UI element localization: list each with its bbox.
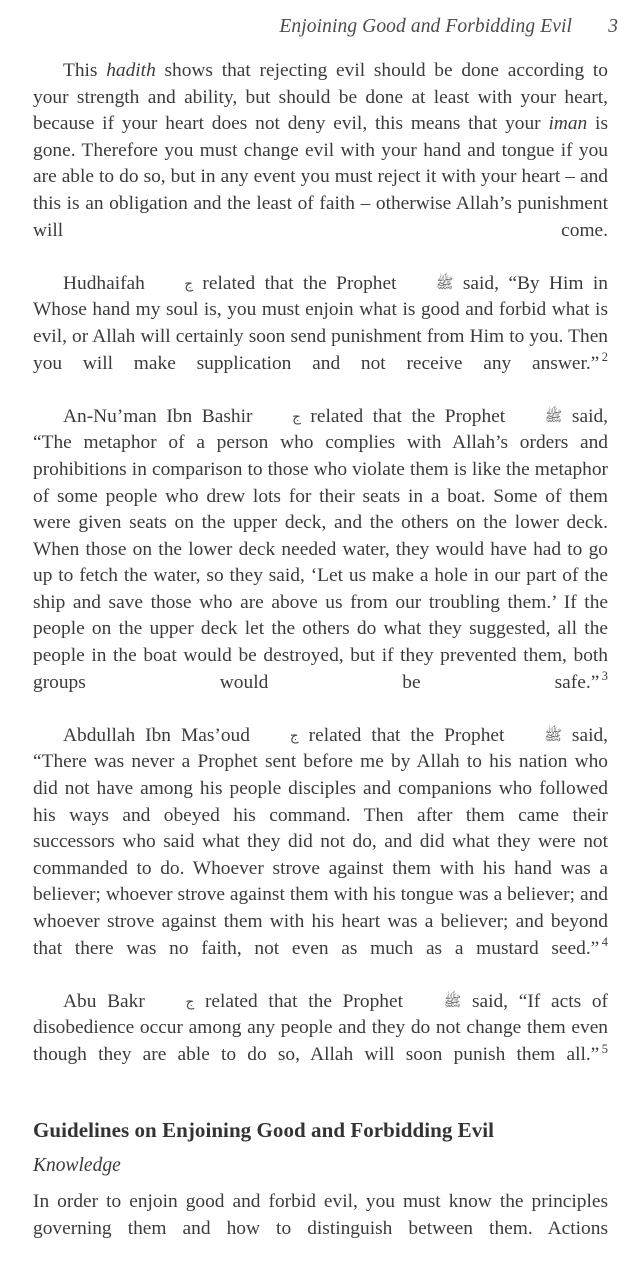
paragraph-ibn-masoud: Abdullah Ibn Mas’oud ج related that the Prophet ﷺ said, “There was never a Prophet sent before me by Allah to his nation who did not have among his people disciples and companions who followed his ways and obeyed his command. Then after them came their successors who said what they did not do, and did what they were not commanded to do. Whoever strove against them with his hand was a believer; whoever strove against them with his tongue was a believer; and whoever strove against them with his heart was a believer; and beyond that there was no faith, not even as much as a mustard seed.” $^4$ bbox=[33, 724, 609, 959]
section-heading: Guidelines on Enjoining Good and Forbidding Evil bbox=[33, 1118, 495, 1143]
footnote-marker[interactable]: 3 bbox=[601, 669, 608, 684]
paragraph-knowledge-intro: In order to enjoin good and forbid evil, you must know the principles governing them and how to distinguish between them. Actions bbox=[33, 1191, 608, 1239]
spacer bbox=[33, 1179, 608, 1189]
running-head-title: Enjoining Good and Forbidding Evil bbox=[279, 16, 572, 37]
footnote-marker[interactable]: 2 bbox=[601, 350, 608, 365]
footnote-marker[interactable]: 4 bbox=[601, 935, 608, 950]
text-block bbox=[33, 58, 608, 1269]
honorific-sallallahu-alayhi-wasallam-icon: ﷺ bbox=[544, 727, 562, 744]
running-head bbox=[33, 16, 618, 38]
honorific-sallallahu-alayhi-wasallam-icon: ﷺ bbox=[435, 275, 454, 292]
honorific-radiyallahu-anhu-icon: ج bbox=[289, 727, 299, 744]
paragraph-an-numan: An-Nu’man Ibn Bashir ج related that the Prophet ﷺ said, “The metaphor of a person who complies with Allah’s orders and prohibitions in comparison to those who violate them is like the metaphor of some people who drew lots for their seats in a boat. Some of them were given seats on the upper deck, and the others on the lower deck. When those on the lower deck needed water, they would have had to go up to fetch the water, so they said, ‘Let us make a hole in our part of the ship and save those who are above us from our troubling them.’ If the people on the upper deck let the others do what they suggested, all the people in the boat would be destroyed, but if they prevented them, both groups would be safe.” $^3$ bbox=[33, 405, 609, 693]
italic-term: hadith bbox=[106, 60, 156, 81]
paragraph-abu-bakr: Abu Bakr ج related that the Prophet ﷺ said, “If acts of disobedience occur among any people and they do not change them even though they are able to do so, Allah will soon punish them all.” $^5$ bbox=[33, 990, 608, 1065]
spacer bbox=[33, 1095, 608, 1116]
honorific-radiyallahu-anhu-icon: ج bbox=[185, 993, 195, 1010]
italic-term: iman bbox=[548, 113, 588, 135]
honorific-sallallahu-alayhi-wasallam-icon: ﷺ bbox=[544, 408, 563, 425]
paragraph-hadith-strength: This hadith shows that rejecting evil should be done according to your strength and ability, but should be done at least with your heart, because if your heart does not deny evil, this means that your iman is gone. Therefore you must change evil with your hand and tongue if you are able to do so, but in any event you must reject it with your heart – and this is an obligation and the least of faith – otherwise Allah’s punishment will come. bbox=[33, 60, 609, 241]
footnote-marker[interactable]: 5 bbox=[601, 1041, 608, 1056]
honorific-radiyallahu-anhu-icon: ج bbox=[292, 408, 301, 425]
page-number: 3 bbox=[608, 16, 618, 37]
sub-heading: Knowledge bbox=[33, 1155, 121, 1177]
spacer bbox=[33, 1144, 608, 1153]
paragraph-hudhaifah: Hudhaifah ج related that the Prophet ﷺ said, “By Him in Whose hand my soul is, you must enjoin what is good and forbid what is evil, or Allah will certainly soon send punishment from Him to you. Then you will make supplication and not receive any answer.” $^2$ bbox=[33, 272, 608, 374]
honorific-sallallahu-alayhi-wasallam-icon: ﷺ bbox=[443, 993, 462, 1010]
honorific-radiyallahu-anhu-icon: ج bbox=[184, 275, 193, 292]
